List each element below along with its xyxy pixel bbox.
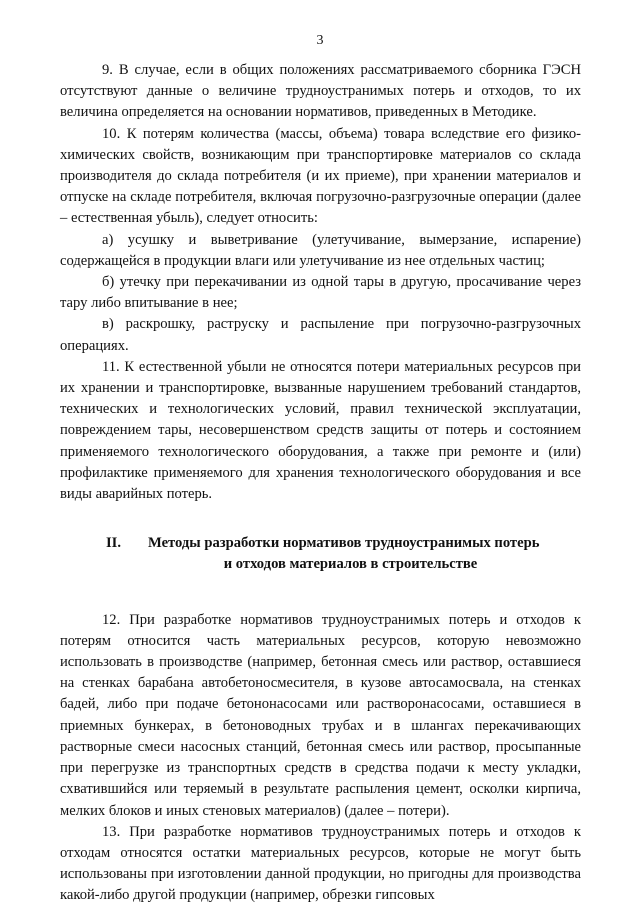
paragraph-9: 9. В случае, если в общих положениях рассматриваемого сборника ГЭСН отсутствуют данные о величине трудноустранимых потерь и отходов, то их величина определяется на основании нормативов, приведенных в Методике.: [60, 62, 581, 121]
section-heading: [60, 533, 581, 575]
paragraph-10-a: а) усушку и выветривание (улетучивание, вымерзание, испарение) содержащейся в продукции влаги или улетучивание из нее отдельных частиц;: [60, 231, 581, 269]
section-title-line2: и отходов материалов в строительстве: [223, 556, 478, 573]
paragraph-10-b: б) утечку при перекачивании из одной тары в другую, просачивание через тару либо впитывание в нее;: [60, 274, 581, 312]
section-number: II.: [106, 535, 122, 552]
paragraph-10: 10. К потерям количества (массы, объема) товара вследствие его физико-химических свойств, возникающим при транспортировке материалов со склада производителя до склада потребителя (и их приеме), при хранении материалов и отпуске на складе потребителя, включая погрузочно-разгрузочные операции (далее – естественная убыль), следует относить:: [60, 125, 581, 227]
document-body: [60, 60, 581, 907]
section-title-line1: Методы разработки нормативов трудноустранимых потерь: [148, 535, 540, 552]
paragraph-11: 11. К естественной убыли не относятся потери материальных ресурсов при их хранении и транспортировке, вызванные нарушением требований стандартов, технических и технологических условий, правил технической эксплуатации, повреждением тары, несовершенством средств защиты от потерь и состоянием применяемого технологического оборудования, а также при ремонте и (или) профилактике применяемого для хранения технологического оборудования и все виды аварийных потерь.: [60, 358, 581, 503]
section-heading-line1: [60, 533, 581, 554]
paragraph-12: 12. При разработке нормативов трудноустранимых потерь и отходов к потерям относится часть материальных ресурсов, которую невозможно использовать в производстве (например, бетонная смесь или раствор, оставшиеся на стенках барабана автобетоносмесителя, в кузове автосамосвала, на стенках бадей, либо при подаче бетононасосами или растворонасосами, оставшиеся в приемных бункерах, в бетоноводных трубах и в шлангах перекачивающих растворные смеси насосных станций, бетонная смесь или раствор, просыпанные при перегрузке из транспортных средств в средства подачи к месту укладки, схватившийся или теряемый в результате распыления цемент, осколки кирпича, мелких блоков и иных стеновых материалов) (далее – потери).: [60, 611, 581, 819]
paragraph-13: 13. При разработке нормативов трудноустранимых потерь и отходов к отходам относятся остатки материальных ресурсов, которые не могут быть использованы при изготовлении данной продукции, но пригодны для производства какой-либо другой продукции (например, обрезки гипсовых: [60, 823, 581, 904]
paragraph-10-c: в) раскрошку, раструску и распыление при погрузочно-разгрузочных операциях.: [60, 316, 581, 354]
page-number: 3: [316, 33, 324, 48]
